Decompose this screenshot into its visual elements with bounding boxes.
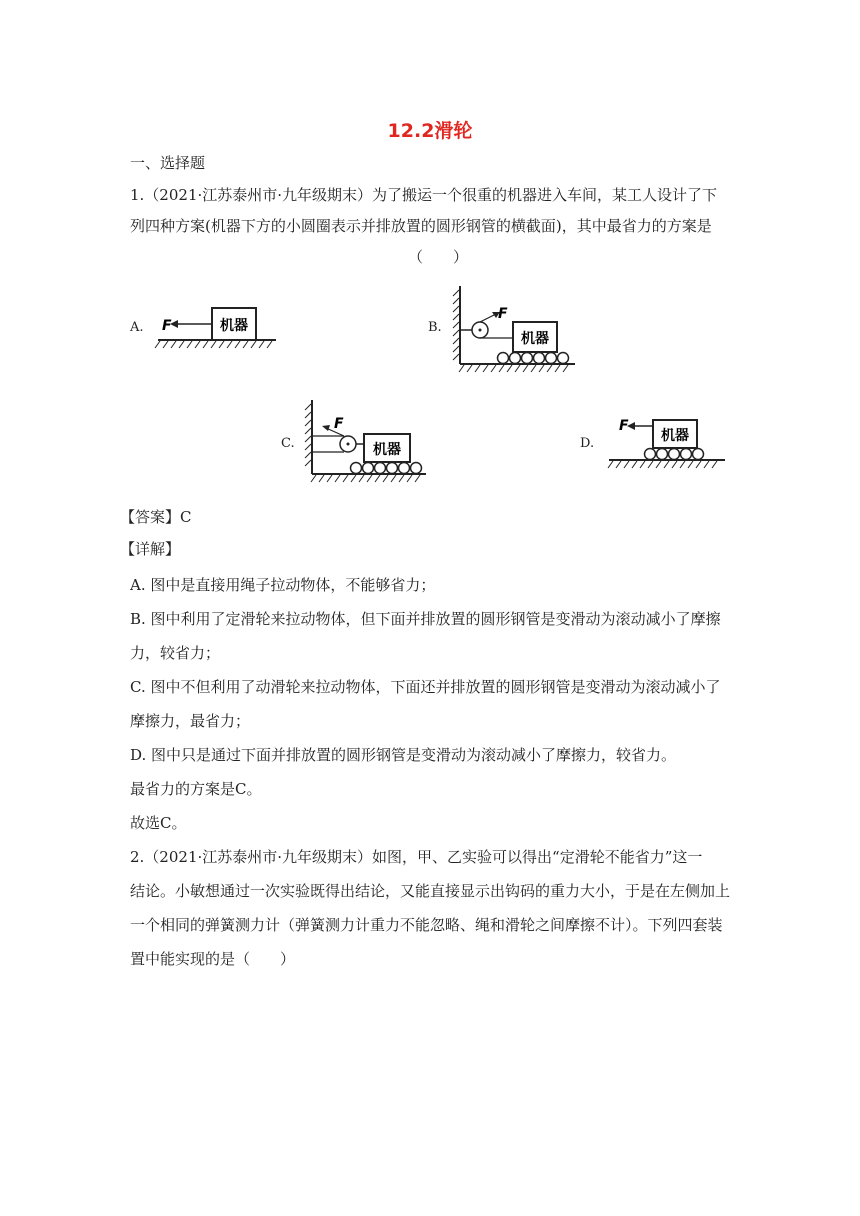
- question-2-line: 一个相同的弹簧测力计（弹簧测力计重力不能忽略、绳和滑轮之间摩擦不计）。下列四套装: [130, 916, 723, 934]
- option-b-diagram: [450, 284, 585, 374]
- answer: 【答案】C: [120, 508, 192, 526]
- option-a-label: A.: [130, 320, 144, 335]
- force-label: F: [498, 306, 508, 322]
- force-label: F: [334, 416, 344, 432]
- machine-label: 机器: [373, 442, 401, 458]
- question-2-line: 2.（2021·江苏泰州市·九年级期末）如图，甲、乙实验可以得出“定滑轮不能省力”这一: [130, 848, 703, 866]
- option-d-label: D.: [580, 436, 595, 451]
- machine-label: 机器: [521, 331, 549, 347]
- machine-label: 机器: [220, 318, 248, 334]
- option-a-diagram: [150, 300, 280, 355]
- explain-line: 力，较省力；: [130, 644, 221, 662]
- detail-heading: 【详解】: [120, 540, 181, 558]
- question-1-line-1: 1.（2021·江苏泰州市·九年级期末）为了搬运一个很重的机器进入车间，某工人设计了下: [130, 186, 718, 204]
- answer-blank: （ ）: [408, 248, 469, 266]
- roller-tubes: [498, 353, 569, 364]
- force-label: F: [619, 418, 629, 434]
- option-c-diagram: [300, 398, 435, 490]
- explain-line: A. 图中是直接用绳子拉动物体，不能够省力；: [130, 576, 436, 594]
- explain-line: 最省力的方案是C。: [130, 780, 262, 798]
- option-d-diagram: [605, 412, 730, 470]
- force-label: F: [162, 318, 172, 334]
- page-title: 12.2滑轮: [387, 120, 473, 142]
- question-2-line: 结论。小敏想通过一次实验既得出结论，又能直接显示出钩码的重力大小，于是在左侧加上: [130, 882, 731, 900]
- question-2-line: 置中能实现的是（ ）: [130, 950, 296, 968]
- question-1-line-2: 列四种方案(机器下方的小圆圈表示并排放置的圆形钢管的横截面)，其中最省力的方案是: [130, 217, 712, 235]
- roller-tubes: [351, 463, 422, 474]
- explain-line: D. 图中只是通过下面并排放置的圆形钢管是变滑动为滚动减小了摩擦力，较省力。: [130, 746, 677, 764]
- section-heading: 一、选择题: [130, 154, 206, 172]
- force-arrow: [322, 425, 330, 431]
- option-b-label: B.: [428, 320, 442, 335]
- option-c-label: C.: [281, 436, 295, 451]
- explain-line: B. 图中利用了定滑轮来拉动物体，但下面并排放置的圆形钢管是变滑动为滚动减小了摩擦: [130, 610, 721, 628]
- rope-upper: [480, 314, 496, 322]
- explain-line: 摩擦力，最省力；: [130, 712, 251, 730]
- explain-line: 故选C。: [130, 814, 187, 832]
- explain-line: C. 图中不但利用了动滑轮来拉动物体，下面还并排放置的圆形钢管是变滑动为滚动减小了: [130, 678, 721, 696]
- roller-tubes: [645, 449, 704, 460]
- machine-label: 机器: [661, 428, 689, 444]
